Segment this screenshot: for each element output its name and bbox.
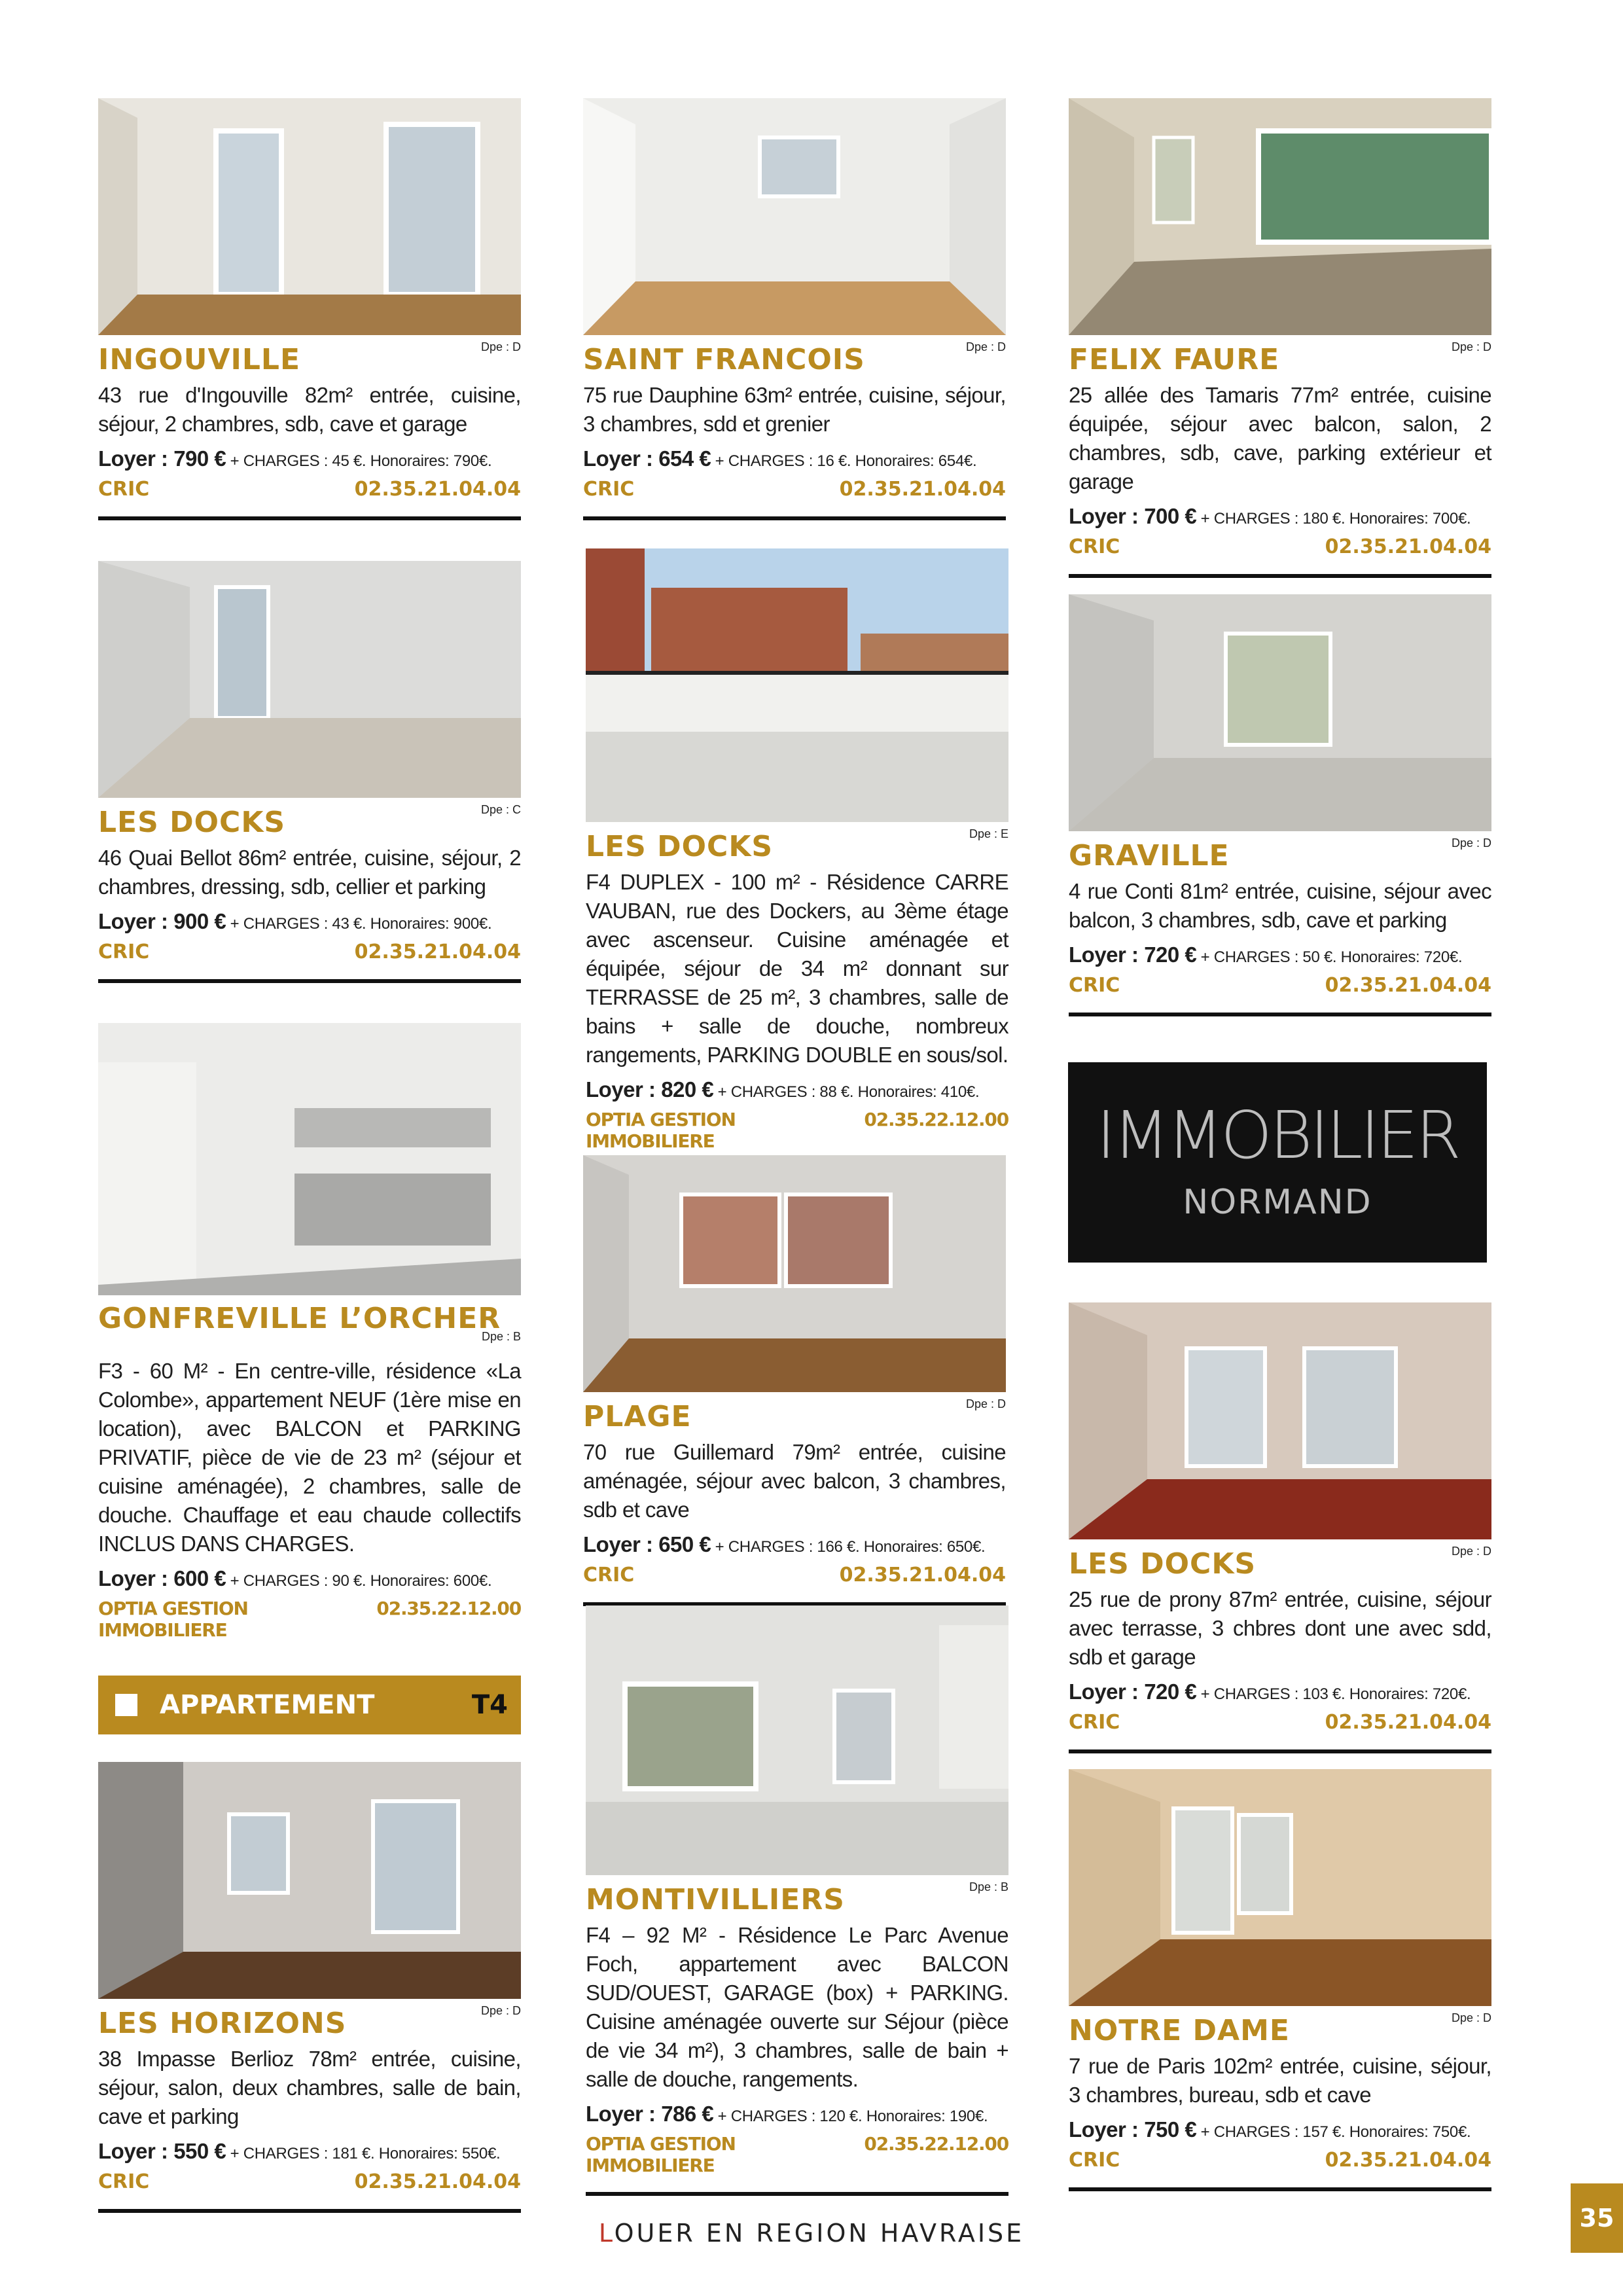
banner-type: T4 <box>471 1690 508 1720</box>
agency-name: OPTIA GESTION IMMOBILIERE <box>586 1109 736 1152</box>
divider <box>1069 1013 1491 1016</box>
listing-title: SAINT FRANCOIS <box>583 343 865 376</box>
agency-name: OPTIA GESTION IMMOBILIERE <box>98 1598 248 1641</box>
contact-line <box>1069 1711 1491 1734</box>
dpe-rating: Dpe : D <box>480 2004 521 2017</box>
listing-description: 70 rue Guillemard 79m² entrée, cuisine aménagée, séjour avec balcon, 3 chambres, sdb et cave <box>583 1440 1006 1522</box>
dpe-rating: Dpe : D <box>1451 836 1491 850</box>
contact-line <box>98 1598 521 1641</box>
charges-text: + CHARGES : 166 €. Honoraires: 650€. <box>711 1538 986 1556</box>
dpe-rating: Dpe : B <box>481 1330 521 1343</box>
phone-number: 02.35.21.04.04 <box>354 478 521 501</box>
contact-line <box>98 2170 521 2193</box>
listing-title: LES HORIZONS <box>98 2007 347 2040</box>
charges-text: + CHARGES : 180 €. Honoraires: 700€. <box>1196 510 1471 528</box>
banner-label: APPARTEMENT <box>160 1690 375 1720</box>
listing-photo <box>1069 98 1491 335</box>
listing-description: 25 rue de prony 87m² entrée, cuisine, séjour avec terrasse, 3 chbres dont une avec sdd, sdb et garage <box>1069 1587 1491 1669</box>
listing-photo <box>583 1155 1006 1392</box>
listing-card <box>583 98 1006 520</box>
listing-description: 46 Quai Bellot 86m² entrée, cuisine, séjour, 2 chambres, dressing, sdb, cellier et parking <box>98 846 521 899</box>
page-number: 35 <box>1571 2183 1623 2253</box>
listing-card <box>98 561 521 983</box>
rent-amount: Loyer : 820 € <box>586 1077 714 1102</box>
listing-card <box>583 1155 1006 1606</box>
contact-line <box>586 2133 1008 2176</box>
listing-card <box>586 548 1008 1152</box>
agency-name: OPTIA GESTION IMMOBILIERE <box>586 2133 736 2176</box>
charges-text: + CHARGES : 50 €. Honoraires: 720€. <box>1196 948 1463 966</box>
divider <box>583 516 1006 520</box>
rent-line <box>98 909 521 934</box>
divider <box>98 979 521 983</box>
listing-card <box>1069 1302 1491 1753</box>
dpe-rating: Dpe : D <box>1451 1545 1491 1558</box>
dpe-rating: Dpe : B <box>969 1880 1008 1893</box>
agency-name: CRIC <box>98 941 150 963</box>
agency-name: CRIC <box>1069 1711 1120 1734</box>
listing-title: MONTIVILLIERS <box>586 1883 845 1916</box>
listing-photo <box>98 1762 521 1999</box>
listing-photo <box>98 98 521 335</box>
dpe-rating: Dpe : C <box>480 803 521 816</box>
rent-line <box>583 1532 1006 1557</box>
agency-name: CRIC <box>98 2170 150 2193</box>
phone-number: 02.35.22.12.00 <box>864 1109 1008 1130</box>
contact-line <box>586 1109 1008 1152</box>
listing-title: LES DOCKS <box>586 830 774 863</box>
charges-text: + CHARGES : 16 €. Honoraires: 654€. <box>711 452 977 470</box>
rent-amount: Loyer : 786 € <box>586 2102 714 2126</box>
listing-title: PLAGE <box>583 1400 692 1433</box>
rent-amount: Loyer : 900 € <box>98 909 226 933</box>
agency-name: CRIC <box>1069 974 1120 997</box>
phone-number: 02.35.21.04.04 <box>1325 1711 1491 1734</box>
footer-text: OUER EN REGION HAVRAISE <box>614 2219 1025 2248</box>
footer-initial: L <box>598 2219 615 2248</box>
agency-name: CRIC <box>1069 535 1120 558</box>
contact-line <box>583 478 1006 501</box>
charges-text: + CHARGES : 88 €. Honoraires: 410€. <box>713 1083 980 1101</box>
phone-number: 02.35.21.04.04 <box>839 478 1006 501</box>
listing-title: INGOUVILLE <box>98 343 300 376</box>
contact-line <box>98 478 521 501</box>
phone-number: 02.35.21.04.04 <box>1325 2149 1491 2172</box>
divider <box>1069 574 1491 578</box>
rent-line <box>98 2139 521 2164</box>
listing-card <box>1069 1769 1491 2191</box>
agency-name: CRIC <box>1069 2149 1120 2172</box>
listing-description: 38 Impasse Berlioz 78m² entrée, cuisine, séjour, salon, deux chambres, salle de bain, cave et parking <box>98 2047 521 2128</box>
listing-card <box>98 1762 521 2213</box>
listing-description: 43 rue d'Ingouville 82m² entrée, cuisine, séjour, 2 chambres, sdb, cave et garage <box>98 383 521 436</box>
listing-title: LES DOCKS <box>1069 1547 1257 1581</box>
rent-amount: Loyer : 700 € <box>1069 504 1197 528</box>
rent-line <box>586 1077 1008 1102</box>
contact-line <box>1069 2149 1491 2172</box>
listing-card <box>586 1605 1008 2196</box>
agency-name: CRIC <box>583 1564 635 1587</box>
divider <box>98 2209 521 2213</box>
divider <box>98 516 521 520</box>
phone-number: 02.35.22.12.00 <box>376 1598 521 1619</box>
rent-amount: Loyer : 720 € <box>1069 1679 1197 1704</box>
rent-amount: Loyer : 720 € <box>1069 942 1197 967</box>
listing-title: NOTRE DAME <box>1069 2014 1290 2047</box>
rent-line <box>1069 2117 1491 2142</box>
square-icon <box>115 1694 137 1716</box>
dpe-rating: Dpe : D <box>480 340 521 353</box>
dpe-rating: Dpe : D <box>965 340 1006 353</box>
phone-number: 02.35.21.04.04 <box>354 2170 521 2193</box>
contact-line <box>583 1564 1006 1587</box>
listing-photo <box>1069 1769 1491 2006</box>
rent-line <box>1069 942 1491 967</box>
listing-description: 25 allée des Tamaris 77m² entrée, cuisine équipée, séjour avec balcon, salon, 2 chambres, sdb, cave, parking extérieur et garage <box>1069 383 1491 493</box>
listing-title: FELIX FAURE <box>1069 343 1280 376</box>
contact-line <box>1069 535 1491 558</box>
divider <box>586 2192 1008 2196</box>
phone-number: 02.35.21.04.04 <box>354 941 521 963</box>
phone-number: 02.35.21.04.04 <box>1325 974 1491 997</box>
listing-title: GONFREVILLE L’ORCHER <box>98 1302 501 1335</box>
listing-description: F3 - 60 M² - En centre-ville, résidence «La Colombe», appartement NEUF (1ère mise en location), avec BALCON et PARKING PRIVATIF, pièce de vie de 23 m² (séjour et cuisine aménagée), 2 chambres, salle de douche. Chauffage et eau chaude collectifs INCLUS DANS CHARGES. <box>98 1359 521 1556</box>
listing-card <box>98 1023 521 1641</box>
agency-name: CRIC <box>98 478 150 501</box>
rent-amount: Loyer : 750 € <box>1069 2117 1197 2142</box>
dpe-rating: Dpe : D <box>1451 2011 1491 2024</box>
dpe-rating: Dpe : E <box>969 827 1008 840</box>
contact-line <box>98 941 521 963</box>
listing-photo <box>98 561 521 798</box>
listing-card <box>98 98 521 520</box>
listing-card <box>1069 98 1491 578</box>
phone-number: 02.35.21.04.04 <box>839 1564 1006 1587</box>
listing-card <box>1069 594 1491 1016</box>
listing-photo <box>1069 594 1491 831</box>
rent-line <box>586 2102 1008 2126</box>
charges-text: + CHARGES : 181 €. Honoraires: 550€. <box>226 2145 501 2162</box>
listing-description: F4 DUPLEX - 100 m² - Résidence CARRE VAUBAN, rue des Dockers, au 3ème étage avec ascenseur. Cuisine aménagée et équipée, séjour de 34 m² donnant sur TERRASSE de 25 m², 3 chambres, salle de bains + salle de douche, nombreux rangements, PARKING DOUBLE en sous/sol. <box>586 870 1008 1067</box>
rent-amount: Loyer : 650 € <box>583 1532 711 1556</box>
charges-text: + CHARGES : 157 €. Honoraires: 750€. <box>1196 2123 1471 2141</box>
rent-amount: Loyer : 600 € <box>98 1566 226 1590</box>
listing-photo <box>98 1023 521 1295</box>
listing-description: F4 – 92 M² - Résidence Le Parc Avenue Foch, appartement avec BALCON SUD/OUEST, GARAGE (box) + PARKING. Cuisine aménagée ouverte sur Séjour (pièce de vie 34 m²), 3 chambres, salle de bain + salle de douche, rangements. <box>586 1923 1008 2091</box>
logo-line-1: IMMOBILIER <box>1096 1097 1459 1174</box>
listing-title: GRAVILLE <box>1069 839 1230 872</box>
listing-photo <box>583 98 1006 335</box>
dpe-rating: Dpe : D <box>1451 340 1491 353</box>
phone-number: 02.35.22.12.00 <box>864 2133 1008 2155</box>
category-banner <box>98 1676 521 1734</box>
agency-logo <box>1068 1062 1487 1263</box>
charges-text: + CHARGES : 90 €. Honoraires: 600€. <box>226 1572 492 1590</box>
listing-photo <box>586 548 1008 822</box>
phone-number: 02.35.21.04.04 <box>1325 535 1491 558</box>
charges-text: + CHARGES : 45 €. Honoraires: 790€. <box>226 452 492 470</box>
rent-line <box>1069 504 1491 529</box>
rent-line <box>98 446 521 471</box>
rent-amount: Loyer : 550 € <box>98 2139 226 2163</box>
listing-title: LES DOCKS <box>98 806 286 839</box>
rent-amount: Loyer : 790 € <box>98 446 226 471</box>
rent-amount: Loyer : 654 € <box>583 446 711 471</box>
logo-line-2: NORMAND <box>1183 1183 1372 1222</box>
charges-text: + CHARGES : 103 €. Honoraires: 720€. <box>1196 1685 1471 1703</box>
listing-photo <box>586 1605 1008 1875</box>
listing-description: 4 rue Conti 81m² entrée, cuisine, séjour avec balcon, 3 chambres, sdb, cave et parking <box>1069 879 1491 932</box>
divider <box>1069 1749 1491 1753</box>
rent-line <box>1069 1679 1491 1704</box>
page-footer <box>0 2219 1623 2248</box>
dpe-rating: Dpe : D <box>965 1397 1006 1410</box>
listing-description: 7 rue de Paris 102m² entrée, cuisine, séjour, 3 chambres, bureau, sdb et cave <box>1069 2054 1491 2107</box>
contact-line <box>1069 974 1491 997</box>
rent-line <box>583 446 1006 471</box>
divider <box>1069 2187 1491 2191</box>
charges-text: + CHARGES : 43 €. Honoraires: 900€. <box>226 915 492 933</box>
rent-line <box>98 1566 521 1591</box>
listing-photo <box>1069 1302 1491 1539</box>
listing-description: 75 rue Dauphine 63m² entrée, cuisine, séjour, 3 chambres, sdd et grenier <box>583 383 1006 436</box>
agency-name: CRIC <box>583 478 635 501</box>
charges-text: + CHARGES : 120 €. Honoraires: 190€. <box>713 2108 988 2125</box>
